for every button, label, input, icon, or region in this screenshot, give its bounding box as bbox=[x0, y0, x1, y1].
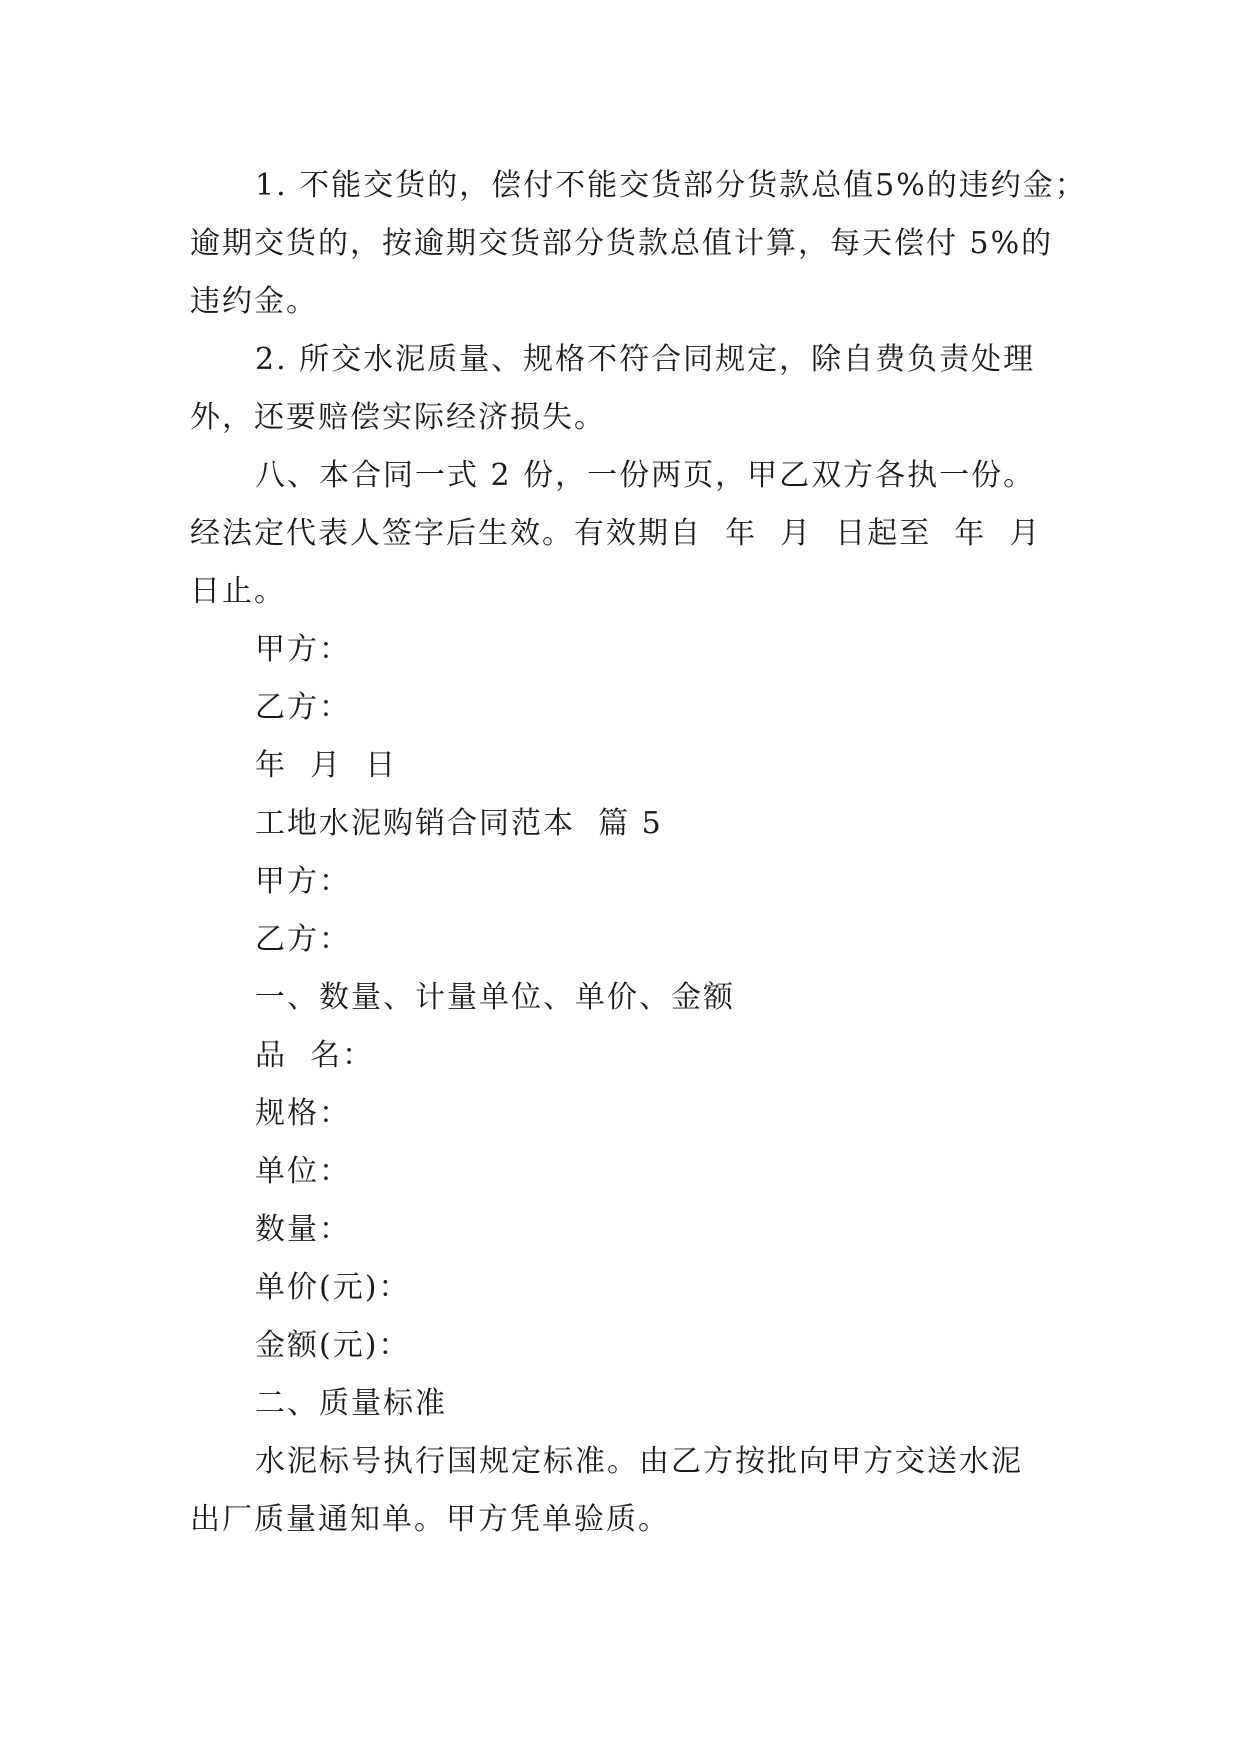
paragraph-line: 逾期交货的，按逾期交货部分货款总值计算，每天偿付 5%的 bbox=[190, 226, 1054, 261]
paragraph-line: 经法定代表人签字后生效。有效期自 年 月 日起至 年 月 bbox=[190, 516, 1042, 551]
party-a-field: 甲方： bbox=[255, 864, 351, 899]
section-heading: 工地水泥购销合同范本 篇 5 bbox=[255, 806, 663, 841]
amount-field: 金额(元)： bbox=[255, 1328, 411, 1363]
paragraph-line: 外，还要赔偿实际经济损失。 bbox=[190, 400, 606, 435]
paragraph-line: 水泥标号执行国规定标准。由乙方按批向甲方交送水泥 bbox=[255, 1444, 1023, 1479]
paragraph-line: 1. 不能交货的，偿付不能交货部分货款总值5%的违约金； bbox=[255, 168, 1087, 203]
quantity-field: 数量： bbox=[255, 1212, 351, 1247]
party-b-field: 乙方： bbox=[255, 922, 351, 957]
clause-heading: 一、数量、计量单位、单价、金额 bbox=[255, 980, 735, 1015]
unit-field: 单位： bbox=[255, 1154, 351, 1189]
paragraph-line: 八、本合同一式 2 份，一份两页，甲乙双方各执一份。 bbox=[255, 458, 1036, 493]
paragraph-line: 出厂质量通知单。甲方凭单验质。 bbox=[190, 1502, 670, 1537]
unit-price-field: 单价(元)： bbox=[255, 1270, 411, 1305]
signature-date: 年 月 日 bbox=[255, 748, 398, 783]
product-name-field: 品 名： bbox=[255, 1038, 375, 1073]
paragraph-line: 2. 所交水泥质量、规格不符合同规定，除自费负责处理 bbox=[255, 342, 1036, 377]
paragraph-line: 日止。 bbox=[190, 574, 286, 609]
signature-party-b: 乙方： bbox=[255, 690, 351, 725]
clause-heading: 二、质量标准 bbox=[255, 1386, 447, 1421]
paragraph-line: 违约金。 bbox=[190, 284, 318, 319]
signature-party-a: 甲方： bbox=[255, 632, 351, 667]
spec-field: 规格： bbox=[255, 1096, 351, 1131]
